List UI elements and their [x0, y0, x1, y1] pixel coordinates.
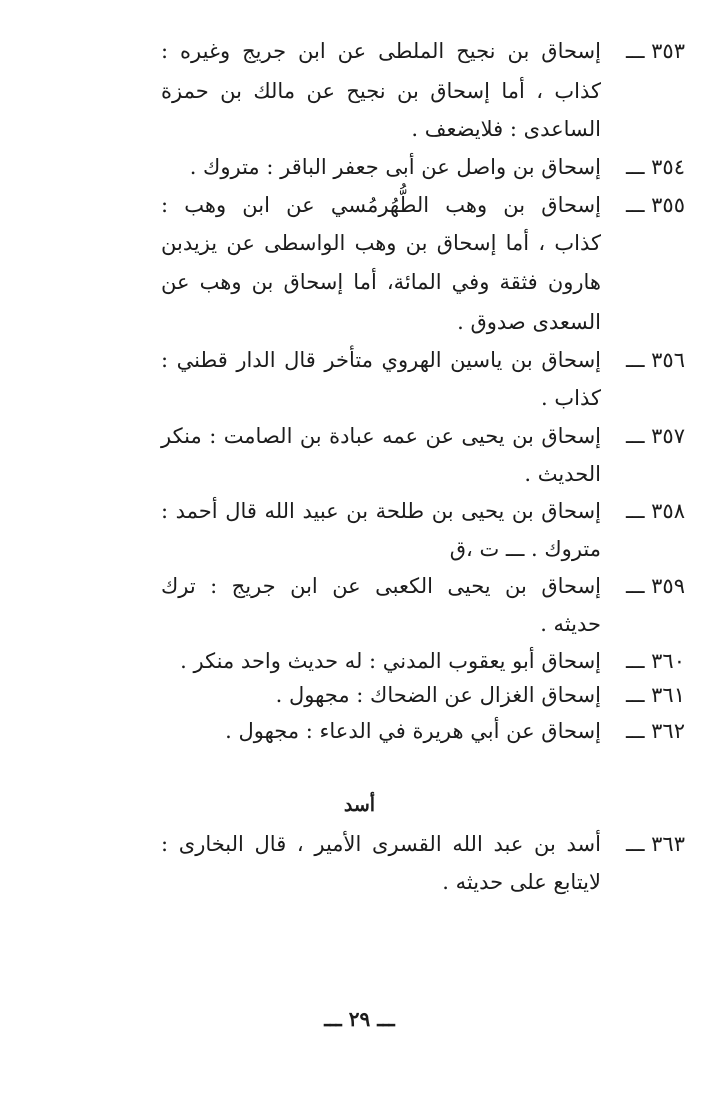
entry-text-line: إسحاق أبو يعقوب المدني : له حديث واحد منكر . — [180, 649, 601, 673]
entry-text-line: السعدى صدوق . — [457, 310, 601, 334]
entry-text-line: إسحاق بن ياسين الهروي متأخر قال الدار قطني : — [161, 348, 601, 372]
entry-number: ٣٥٨ ـــ — [626, 499, 685, 523]
entry-text-line: متروك . ـــ ت ،ق — [449, 537, 601, 561]
entry-number: ٣٥٧ ـــ — [626, 424, 685, 448]
entry-text-line: إسحاق بن يحيى بن طلحة بن عبيد الله قال أحمد : — [161, 499, 601, 523]
entry-text-line: إسحاق بن نجيح الملطى عن ابن جريج وغيره : — [161, 39, 601, 63]
entry-text-line: الحديث . — [524, 462, 601, 486]
entry-number: ٣٥٩ ـــ — [626, 574, 685, 598]
entry-text-line: لايتابع على حديثه . — [442, 870, 601, 894]
entry-number: ٣٦٠ ـــ — [626, 649, 685, 673]
entry-number: ٣٥٦ ـــ — [626, 348, 685, 372]
page-number: ـــ ٢٩ ـــ — [324, 1007, 395, 1031]
entry-number: ٣٦١ ـــ — [626, 683, 685, 707]
entry-text-line: كذاب ، أما إسحاق بن نجيح عن مالك بن حمزة — [161, 79, 601, 103]
entry-number: ٣٥٣ ـــ — [626, 39, 685, 63]
entry-text-line: هارون فثقة وفي المائة، أما إسحاق بن وهب عن — [161, 270, 601, 294]
entry-text-line: إسحاق بن يحيى الكعبى عن ابن جريج : ترك — [161, 574, 601, 598]
entry-text-line: إسحاق عن أبي هريرة في الدعاء : مجهول . — [225, 719, 601, 743]
entry-text-line: كذاب . — [541, 386, 601, 410]
entry-text-line: الساعدى : فلايضعف . — [411, 117, 601, 141]
entry-number: ٣٦٣ ـــ — [626, 832, 685, 856]
entry-text-line: كذاب ، أما إسحاق بن وهب الواسطى عن يزيدبن — [161, 231, 601, 255]
entry-text-line: إسحاق بن يحيى عن عمه عبادة بن الصامت : منكر — [161, 424, 601, 448]
entry-text-line: إسحاق بن واصل عن أبى جعفر الباقر : متروك . — [189, 155, 601, 179]
entry-number: ٣٦٢ ـــ — [626, 719, 685, 743]
entry-number: ٣٥٥ ـــ — [626, 193, 685, 217]
entry-text-line: إسحاق الغزال عن الضحاك : مجهول . — [275, 683, 601, 707]
entry-text-line: حديثه . — [540, 612, 601, 636]
entry-text-line: إسحاق بن وهب الطُّهُرمُسي عن ابن وهب : — [161, 193, 601, 217]
entry-number: ٣٥٤ ـــ — [626, 155, 685, 179]
entry-text-line: أسد بن عبد الله القسرى الأمير ، قال البخارى : — [161, 832, 601, 856]
section-heading: أسد — [343, 794, 376, 816]
